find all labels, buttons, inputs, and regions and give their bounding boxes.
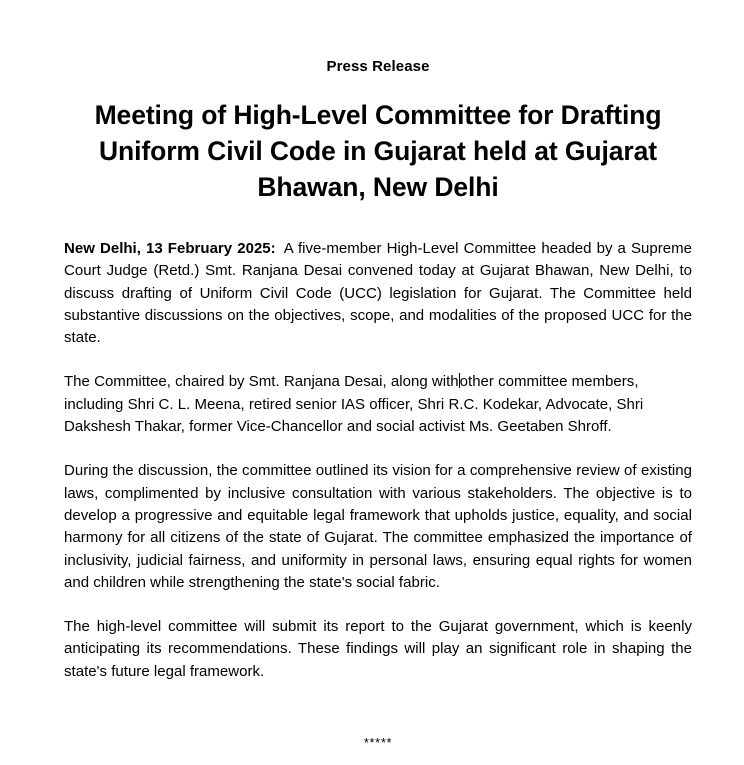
document-body[interactable]	[64, 0, 692, 751]
end-of-release-marks: *****	[363, 735, 393, 751]
paragraph-intro[interactable]	[64, 238, 692, 349]
press-release-kicker: Press Release	[326, 58, 430, 75]
page-title-line-1: Meeting of High-Level Committee for Drafting	[94, 100, 662, 130]
paragraph-members-text-before-caret: The Committee, chaired by Smt. Ranjana Desai, along with	[64, 373, 459, 391]
page-title-line-3: Bhawan, New Delhi	[257, 172, 499, 202]
page-title-line-2: Uniform Civil Code in Gujarat held at Gujarat	[99, 136, 657, 166]
paragraph-members[interactable]	[64, 371, 692, 438]
paragraph-members-text-after-caret: other committee members, including Shri C. L. Meena, retired senior IAS officer, Shri R.C. Kodekar, Advocate, Shri Dakshesh Thakar, former Vice-Chancellor and social activist Ms. Geetaben Shroff.	[64, 373, 644, 436]
page-title	[64, 77, 692, 205]
paragraph-intro-text: A five-member High-Level Committee headed by a Supreme Court Judge (Retd.) Smt. Ranjana Desai convened today at Gujarat Bhawan, New Delhi, to discuss drafting of Uniform Civil Code (UCC) legislation for Gujarat. The Committee held substantive discussions on the objectives, scope, and modalities of the proposed UCC for the state.	[64, 240, 693, 347]
dateline: New Delhi, 13 February 2025:	[64, 240, 276, 257]
paragraph-discussion[interactable]: During the discussion, the committee outlined its vision for a comprehensive review of existing laws, complimented by inclusive consultation with various stakeholders. The objective is to develop a progressive and equitable legal framework that upholds justice, equality, and social harmony for all citizens of the state of Gujarat. The committee emphasized the importance of inclusivity, judicial fairness, and uniformity in personal laws, ensuring equal rights for women and children while strengthening the state's social fabric.	[64, 462, 692, 591]
paragraph-conclusion[interactable]: The high-level committee will submit its report to the Gujarat government, which is keenly anticipating its recommendations. These findings will play an significant role in shaping the state's future legal framework.	[64, 618, 692, 680]
